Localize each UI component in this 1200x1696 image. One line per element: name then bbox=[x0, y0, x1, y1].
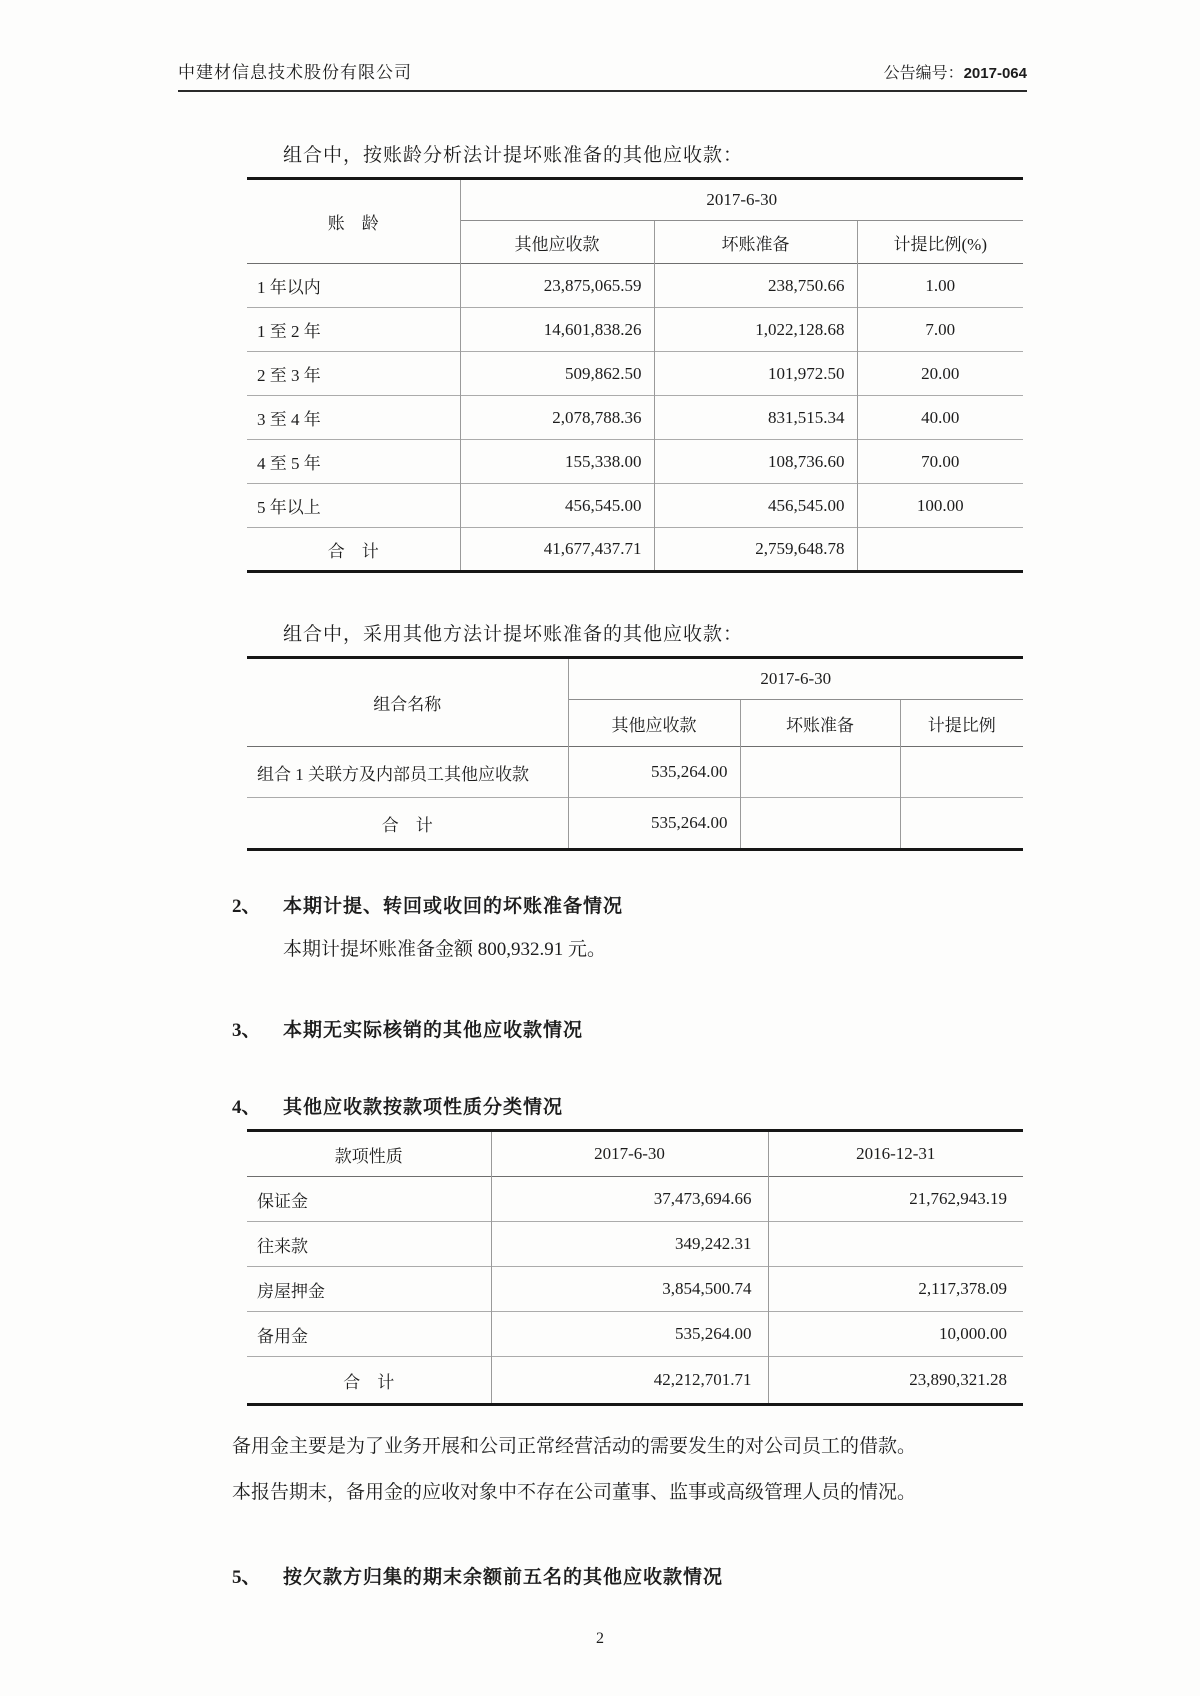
col-header-nature: 款项性质 bbox=[247, 1131, 491, 1177]
section-number: 4、 bbox=[232, 1097, 261, 1118]
total-receivable: 535,264.00 bbox=[568, 798, 740, 850]
col-header-ratio: 计提比例 bbox=[927, 715, 996, 735]
table-total-row bbox=[247, 1357, 1023, 1405]
page-number: 2 bbox=[596, 1630, 604, 1647]
ratio-cell: 70.00 bbox=[921, 451, 960, 471]
bad-debt-cell: 108,736.60 bbox=[654, 440, 857, 484]
total-receivable: 41,677,437.71 bbox=[460, 528, 654, 572]
table-row bbox=[247, 440, 1023, 484]
table-row bbox=[247, 264, 1023, 308]
section-heading-3 bbox=[232, 1015, 1200, 1042]
value-2016-cell: 21,762,943.19 bbox=[909, 1189, 1007, 1208]
total-ratio bbox=[857, 528, 1023, 572]
total-label: 合 计 bbox=[247, 528, 460, 572]
total-2016: 23,890,321.28 bbox=[909, 1370, 1007, 1389]
table-header-row bbox=[247, 658, 1023, 700]
total-ratio bbox=[900, 798, 1023, 850]
age-cell: 1 至 2 年 bbox=[247, 308, 460, 352]
nature-cell: 房屋押金 bbox=[247, 1267, 491, 1312]
other-method-table bbox=[247, 656, 1023, 851]
ratio-cell: 7.00 bbox=[925, 319, 956, 339]
ratio-cell: 40.00 bbox=[921, 407, 960, 427]
table-total-row bbox=[247, 528, 1023, 572]
total-2017: 42,212,701.71 bbox=[491, 1357, 768, 1405]
receivable-cell: 23,875,065.59 bbox=[460, 264, 654, 308]
receivable-cell: 509,862.50 bbox=[460, 352, 654, 396]
nature-cell: 备用金 bbox=[247, 1312, 491, 1357]
col-header-age: 账 龄 bbox=[247, 179, 460, 264]
col-header-receivable: 其他应收款 bbox=[568, 700, 740, 747]
table-row bbox=[247, 396, 1023, 440]
bad-debt-cell: 101,972.50 bbox=[654, 352, 857, 396]
table-header-row bbox=[247, 1131, 1023, 1177]
receivable-cell: 14,601,838.26 bbox=[460, 308, 654, 352]
age-cell: 5 年以上 bbox=[247, 484, 460, 528]
ratio-cell bbox=[900, 747, 1023, 798]
section-number: 5、 bbox=[232, 1567, 261, 1588]
table-row bbox=[247, 352, 1023, 396]
note-line-2: 本报告期末，备用金的应收对象中不存在公司董事、监事或高级管理人员的情况。 bbox=[232, 1482, 917, 1503]
total-label: 合 计 bbox=[247, 798, 568, 850]
page-header bbox=[178, 58, 1027, 92]
reserve-fund-note bbox=[232, 1424, 1024, 1516]
section-title: 其他应收款按款项性质分类情况 bbox=[283, 1097, 564, 1118]
receivable-cell: 2,078,788.36 bbox=[460, 396, 654, 440]
col-header-date: 2017-6-30 bbox=[568, 658, 1023, 700]
table-row bbox=[247, 1222, 1023, 1267]
total-bad-debt bbox=[740, 798, 900, 850]
table1-title: 组合中，按账龄分析法计提坏账准备的其他应收款： bbox=[283, 145, 744, 166]
total-label: 合 计 bbox=[247, 1357, 491, 1405]
table-row bbox=[247, 1267, 1023, 1312]
col-header-portfolio: 组合名称 bbox=[247, 658, 568, 747]
table-row bbox=[247, 484, 1023, 528]
total-bad-debt: 2,759,648.78 bbox=[654, 528, 857, 572]
section-heading-5 bbox=[232, 1562, 1200, 1589]
notice-number bbox=[884, 60, 1027, 83]
table-header-row bbox=[247, 179, 1023, 221]
bad-debt-cell: 1,022,128.68 bbox=[654, 308, 857, 352]
col-header-date: 2017-6-30 bbox=[460, 179, 1023, 221]
section-heading-2 bbox=[232, 891, 1200, 918]
nature-classification-table bbox=[247, 1129, 1023, 1406]
table-row bbox=[247, 747, 1023, 798]
age-cell: 3 至 4 年 bbox=[247, 396, 460, 440]
col-header-bad-debt: 坏账准备 bbox=[740, 700, 900, 747]
value-2017-cell: 37,473,694.66 bbox=[491, 1177, 768, 1222]
receivable-cell: 456,545.00 bbox=[460, 484, 654, 528]
value-2017-cell: 3,854,500.74 bbox=[491, 1267, 768, 1312]
table-row bbox=[247, 1312, 1023, 1357]
section-heading-4 bbox=[232, 1092, 1200, 1119]
receivable-cell: 535,264.00 bbox=[568, 747, 740, 798]
age-cell: 2 至 3 年 bbox=[247, 352, 460, 396]
section-2-body: 本期计提坏账准备金额 800,932.91 元。 bbox=[283, 939, 607, 960]
section-title: 按欠款方归集的期末余额前五名的其他应收款情况 bbox=[283, 1567, 724, 1588]
aging-analysis-table bbox=[247, 177, 1023, 573]
nature-cell: 保证金 bbox=[247, 1177, 491, 1222]
table-row bbox=[247, 308, 1023, 352]
col-header-ratio: 计提比例(%) bbox=[893, 234, 987, 254]
ratio-cell: 20.00 bbox=[921, 363, 960, 383]
bad-debt-cell: 238,750.66 bbox=[654, 264, 857, 308]
nature-cell: 往来款 bbox=[247, 1222, 491, 1267]
table2-title: 组合中，采用其他方法计提坏账准备的其他应收款： bbox=[283, 624, 744, 645]
notice-value: 2017-064 bbox=[963, 65, 1027, 82]
section-title: 本期无实际核销的其他应收款情况 bbox=[283, 1020, 584, 1041]
receivable-cell: 155,338.00 bbox=[460, 440, 654, 484]
value-2017-cell: 535,264.00 bbox=[491, 1312, 768, 1357]
section-title: 本期计提、转回或收回的坏账准备情况 bbox=[283, 896, 624, 917]
section-number: 2、 bbox=[232, 896, 261, 917]
value-2016-cell bbox=[768, 1222, 1023, 1267]
table-row bbox=[247, 1177, 1023, 1222]
col-header-2016: 2016-12-31 bbox=[856, 1144, 936, 1163]
col-header-receivable: 其他应收款 bbox=[460, 221, 654, 264]
notice-label: 公告编号： bbox=[883, 65, 964, 82]
bad-debt-cell: 456,545.00 bbox=[654, 484, 857, 528]
section-number: 3、 bbox=[232, 1020, 261, 1041]
age-cell: 4 至 5 年 bbox=[247, 440, 460, 484]
ratio-cell: 1.00 bbox=[925, 275, 956, 295]
value-2017-cell: 349,242.31 bbox=[491, 1222, 768, 1267]
value-2016-cell: 2,117,378.09 bbox=[918, 1279, 1007, 1298]
table-total-row bbox=[247, 798, 1023, 850]
col-header-2017: 2017-6-30 bbox=[491, 1131, 768, 1177]
value-2016-cell: 10,000.00 bbox=[939, 1324, 1007, 1343]
bad-debt-cell: 831,515.34 bbox=[654, 396, 857, 440]
note-line-1: 备用金主要是为了业务开展和公司正常经营活动的需要发生的对公司员工的借款。 bbox=[232, 1436, 917, 1457]
portfolio-cell: 组合 1 关联方及内部员工其他应收款 bbox=[247, 747, 568, 798]
company-name: 中建材信息技术股份有限公司 bbox=[178, 63, 412, 82]
col-header-bad-debt: 坏账准备 bbox=[654, 221, 857, 264]
ratio-cell: 100.00 bbox=[916, 495, 964, 515]
age-cell: 1 年以内 bbox=[247, 264, 460, 308]
bad-debt-cell bbox=[740, 747, 900, 798]
